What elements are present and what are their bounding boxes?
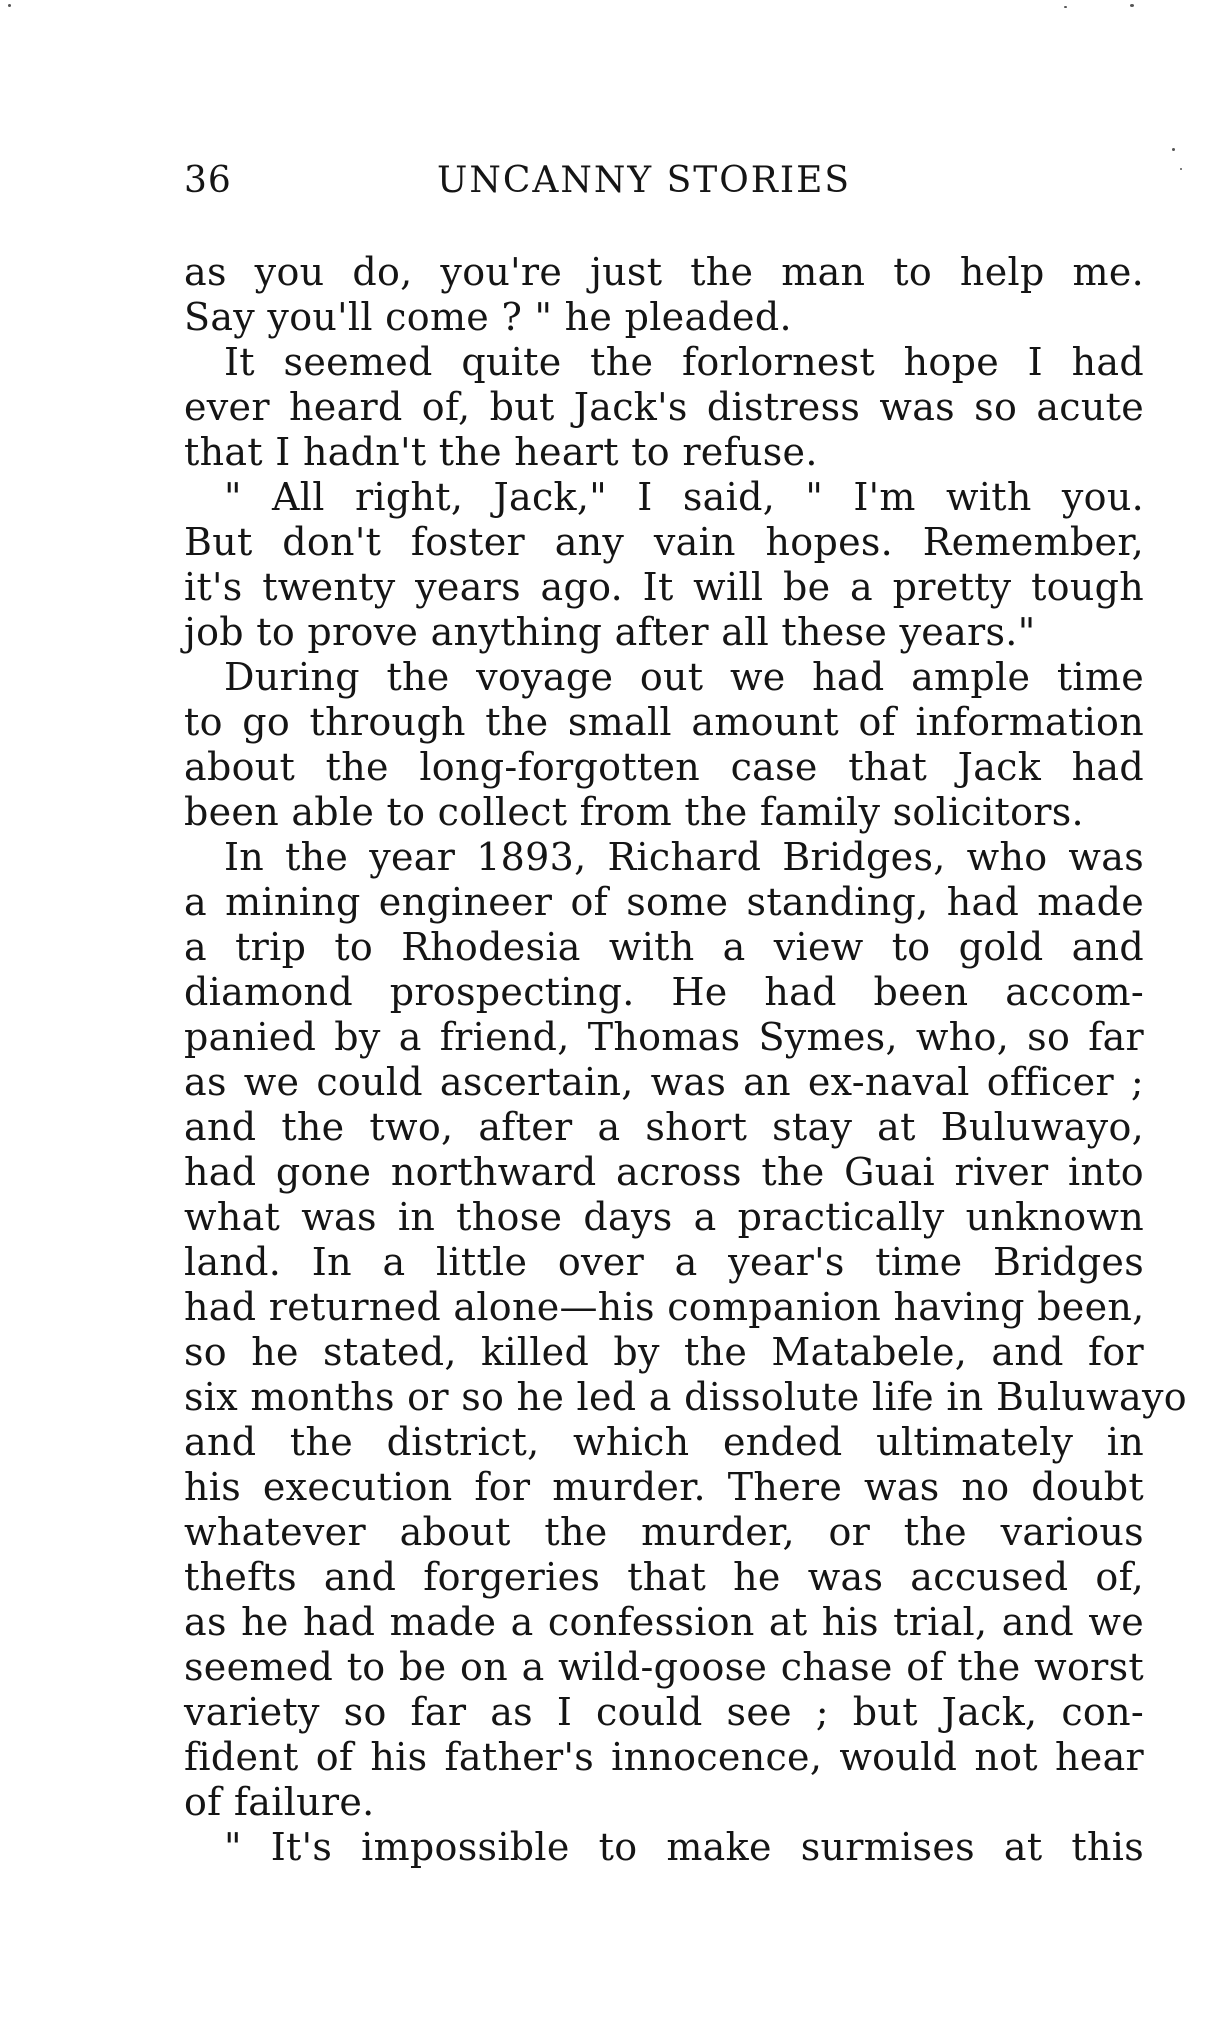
text-line: and the two, after a short stay at Buluwayo, bbox=[184, 1105, 1144, 1149]
text-line: Say you'll come ? " he pleaded. bbox=[184, 295, 792, 339]
text-line: job to prove anything after all these years." bbox=[184, 610, 1036, 654]
paragraph bbox=[184, 475, 1144, 655]
text-line: about the long-forgotten case that Jack had bbox=[184, 745, 1144, 789]
scan-speck bbox=[8, 4, 11, 7]
running-title: UNCANNY STORIES bbox=[437, 160, 852, 201]
text-line: of failure. bbox=[184, 1780, 375, 1824]
text-line: as you do, you're just the man to help me. bbox=[184, 250, 1144, 294]
paragraph bbox=[184, 655, 1144, 835]
text-line: a mining engineer of some standing, had made bbox=[184, 880, 1144, 924]
scan-speck bbox=[1064, 6, 1067, 8]
text-line: to go through the small amount of information bbox=[184, 700, 1144, 744]
text-line: seemed to be on a wild-goose chase of the worst bbox=[184, 1645, 1144, 1689]
text-line: In the year 1893, Richard Bridges, who was bbox=[224, 835, 1144, 879]
scan-speck bbox=[1172, 148, 1175, 151]
text-line: as we could ascertain, was an ex-naval officer ; bbox=[184, 1060, 1144, 1104]
paragraph bbox=[184, 1825, 1144, 1870]
text-line: had returned alone—his companion having been, bbox=[184, 1285, 1145, 1329]
text-line: a trip to Rhodesia with a view to gold and bbox=[184, 925, 1144, 969]
text-line: and the district, which ended ultimately in bbox=[184, 1420, 1144, 1464]
text-line: land. In a little over a year's time Bridges bbox=[184, 1240, 1144, 1284]
text-line: six months or so he led a dissolute life in Buluwayo bbox=[184, 1375, 1187, 1419]
text-line: fident of his father's innocence, would not hear bbox=[184, 1735, 1144, 1779]
paragraph bbox=[184, 835, 1187, 1825]
text-line: But don't foster any vain hopes. Remember, bbox=[184, 520, 1144, 564]
text-line: that I hadn't the heart to refuse. bbox=[184, 430, 818, 474]
text-line: " It's impossible to make surmises at this bbox=[224, 1825, 1144, 1869]
paragraph bbox=[184, 250, 1144, 340]
text-line: During the voyage out we had ample time bbox=[224, 655, 1144, 699]
text-line: what was in those days a practically unknown bbox=[184, 1195, 1144, 1239]
text-line: been able to collect from the family solicitors. bbox=[184, 790, 1084, 834]
text-line: thefts and forgeries that he was accused of, bbox=[184, 1555, 1144, 1599]
text-line: ever heard of, but Jack's distress was so acute bbox=[184, 385, 1144, 429]
text-line: whatever about the murder, or the various bbox=[184, 1510, 1144, 1554]
body-text bbox=[184, 250, 1187, 1870]
text-line: had gone northward across the Guai river into bbox=[184, 1150, 1144, 1194]
paragraph bbox=[184, 340, 1144, 475]
text-line: it's twenty years ago. It will be a pretty tough bbox=[184, 565, 1144, 609]
text-line: panied by a friend, Thomas Symes, who, so far bbox=[184, 1015, 1144, 1059]
text-line: diamond prospecting. He had been accom- bbox=[184, 970, 1144, 1014]
text-line: his execution for murder. There was no doubt bbox=[184, 1465, 1144, 1509]
text-line: as he had made a confession at his trial, and we bbox=[184, 1600, 1144, 1644]
text-line: so he stated, killed by the Matabele, and for bbox=[184, 1330, 1144, 1374]
text-line: variety so far as I could see ; but Jack, con- bbox=[184, 1690, 1144, 1734]
page-number: 36 bbox=[184, 160, 232, 201]
scan-speck bbox=[1180, 168, 1182, 170]
page-header bbox=[184, 158, 1144, 204]
scan-speck bbox=[1130, 4, 1134, 7]
text-line: It seemed quite the forlornest hope I had bbox=[224, 340, 1144, 384]
text-line: " All right, Jack," I said, " I'm with you. bbox=[224, 475, 1144, 519]
